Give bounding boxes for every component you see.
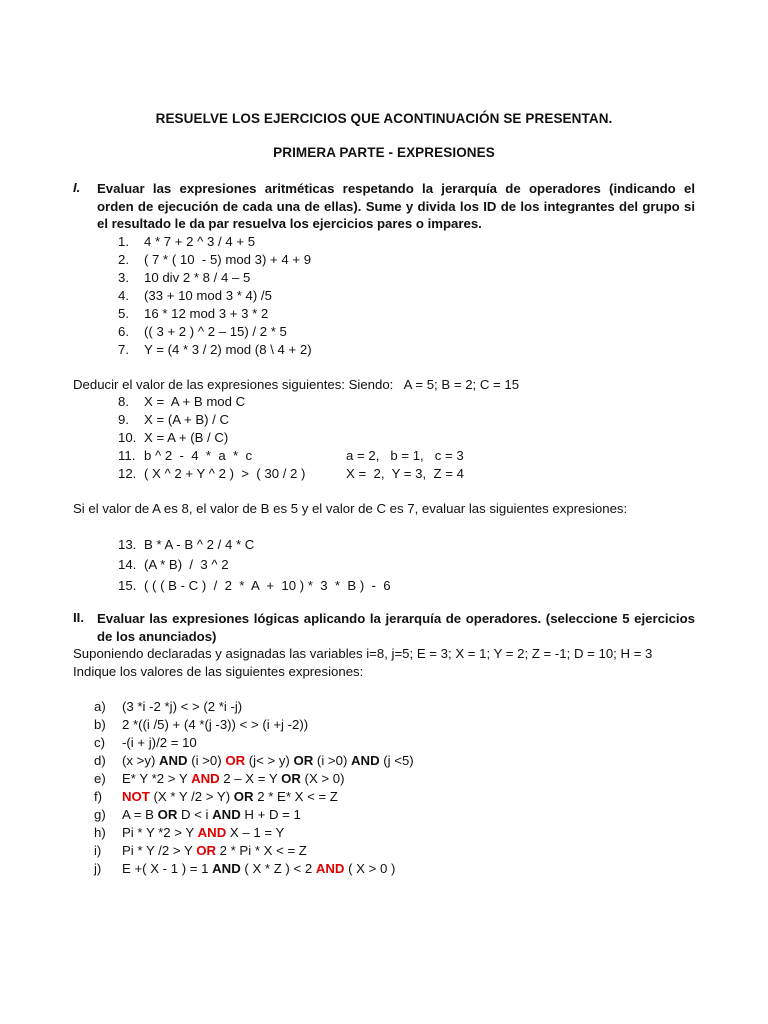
list-item: g) A = B OR D < i AND H + D = 1: [94, 807, 301, 822]
keyword-not-highlight: NOT: [122, 789, 150, 804]
given-values: X = 2, Y = 3, Z = 4: [346, 466, 464, 481]
list-item: b) 2 *((i /5) + (4 *(j -3)) < > (i +j -2)): [94, 717, 309, 732]
section-2-number: II.: [73, 610, 84, 625]
list-item: h) Pi * Y *2 > Y AND X – 1 = Y: [94, 825, 285, 840]
indicate-line: Indique los valores de las siguientes expresiones:: [73, 664, 364, 679]
list-item: 9. X = (A + B) / C: [118, 412, 230, 427]
list-item: 2. ( 7 * ( 10 - 5) mod 3) + 4 + 9: [118, 252, 312, 267]
list-item: 12. ( X ^ 2 + Y ^ 2 ) > ( 30 / 2 ): [118, 466, 306, 481]
section-1-intro-line: orden de ejecución de cada una de ellas). Sume y divida los ID de los integrantes del grupo si: [97, 198, 695, 214]
keyword-and: AND: [351, 753, 380, 768]
keyword-and: AND: [159, 753, 188, 768]
keyword-or: OR: [293, 753, 314, 768]
list-item: 10. X = A + (B / C): [118, 430, 229, 445]
section-2-intro: [97, 610, 695, 645]
assume-line: Suponiendo declaradas y asignadas las variables i=8, j=5; E = 3; X = 1; Y = 2; Z = -1; D = 10; H = 3: [73, 646, 653, 661]
list-item: 1. 4 * 7 + 2 ^ 3 / 4 + 5: [118, 234, 256, 249]
list-item: 6. (( 3 + 2 ) ^ 2 – 15) / 2 * 5: [118, 324, 287, 339]
section-1-intro: [97, 180, 695, 233]
page-subtitle: PRIMERA PARTE - EXPRESIONES: [273, 145, 495, 160]
section-2-intro-line: de los anunciados): [97, 628, 217, 644]
section-1-number: I.: [73, 180, 81, 195]
keyword-and: AND: [212, 807, 241, 822]
deduce-intro: Deducir el valor de las expresiones siguientes: Siendo: A = 5; B = 2; C = 15: [73, 377, 520, 392]
values-intro: Si el valor de A es 8, el valor de B es 5 y el valor de C es 7, evaluar las siguientes expresiones:: [73, 501, 628, 516]
list-item: 7. Y = (4 * 3 / 2) mod (8 \ 4 + 2): [118, 342, 312, 357]
list-item: 14. (A * B) / 3 ^ 2: [118, 557, 229, 572]
keyword-and: AND: [212, 861, 241, 876]
list-item: d) (x >y) AND (i >0) OR (j< > y) OR (i >0) AND (j <5): [94, 753, 414, 768]
list-item: c) -(i + j)/2 = 10: [94, 735, 197, 750]
section-2-intro-line: Evaluar las expresiones lógicas aplicando la jerarquía de operadores. (seleccione 5 ejercicios: [97, 611, 695, 626]
list-item: a) (3 *i -2 *j) < > (2 *i -j): [94, 699, 243, 714]
list-item: j) E +( X - 1 ) = 1 AND ( X * Z ) < 2 AND ( X > 0 ): [94, 861, 396, 876]
page-title: RESUELVE LOS EJERCICIOS QUE ACONTINUACIÓN SE PRESENTAN.: [155, 111, 613, 126]
section-1-intro-line: el resultado le da par resuelva los ejercicios pares o impares.: [97, 216, 482, 231]
keyword-and-highlight: AND: [315, 861, 345, 876]
list-item: 13. B * A - B ^ 2 / 4 * C: [118, 537, 255, 552]
keyword-or: OR: [281, 771, 301, 786]
list-item: 8. X = A + B mod C: [118, 394, 246, 409]
list-item: f) NOT (X * Y /2 > Y) OR 2 * E* X < = Z: [94, 789, 338, 804]
list-item: 4. (33 + 10 mod 3 * 4) /5: [118, 288, 272, 303]
keyword-or-highlight: OR: [196, 843, 216, 858]
keyword-or: OR: [157, 807, 178, 822]
list-item: 3. 10 div 2 * 8 / 4 – 5: [118, 270, 251, 285]
list-item: e) E* Y *2 > Y AND 2 – X = Y OR (X > 0): [94, 771, 345, 786]
keyword-and-highlight: AND: [197, 825, 227, 840]
list-item: 15. ( ( ( B - C ) / 2 * A + 10 ) * 3 * B ) - 6: [118, 578, 391, 593]
list-item: i) Pi * Y /2 > Y OR 2 * Pi * X < = Z: [94, 843, 307, 858]
list-item: 5. 16 * 12 mod 3 + 3 * 2: [118, 306, 269, 321]
keyword-or: OR: [233, 789, 254, 804]
keyword-and-highlight: AND: [191, 771, 220, 786]
list-item: 11. b ^ 2 - 4 * a * c: [118, 448, 253, 463]
section-1-intro-line: Evaluar las expresiones aritméticas respetando la jerarquía de operadores (indicando el: [97, 181, 695, 196]
keyword-or-highlight: OR: [225, 753, 246, 768]
given-values: a = 2, b = 1, c = 3: [346, 448, 464, 463]
